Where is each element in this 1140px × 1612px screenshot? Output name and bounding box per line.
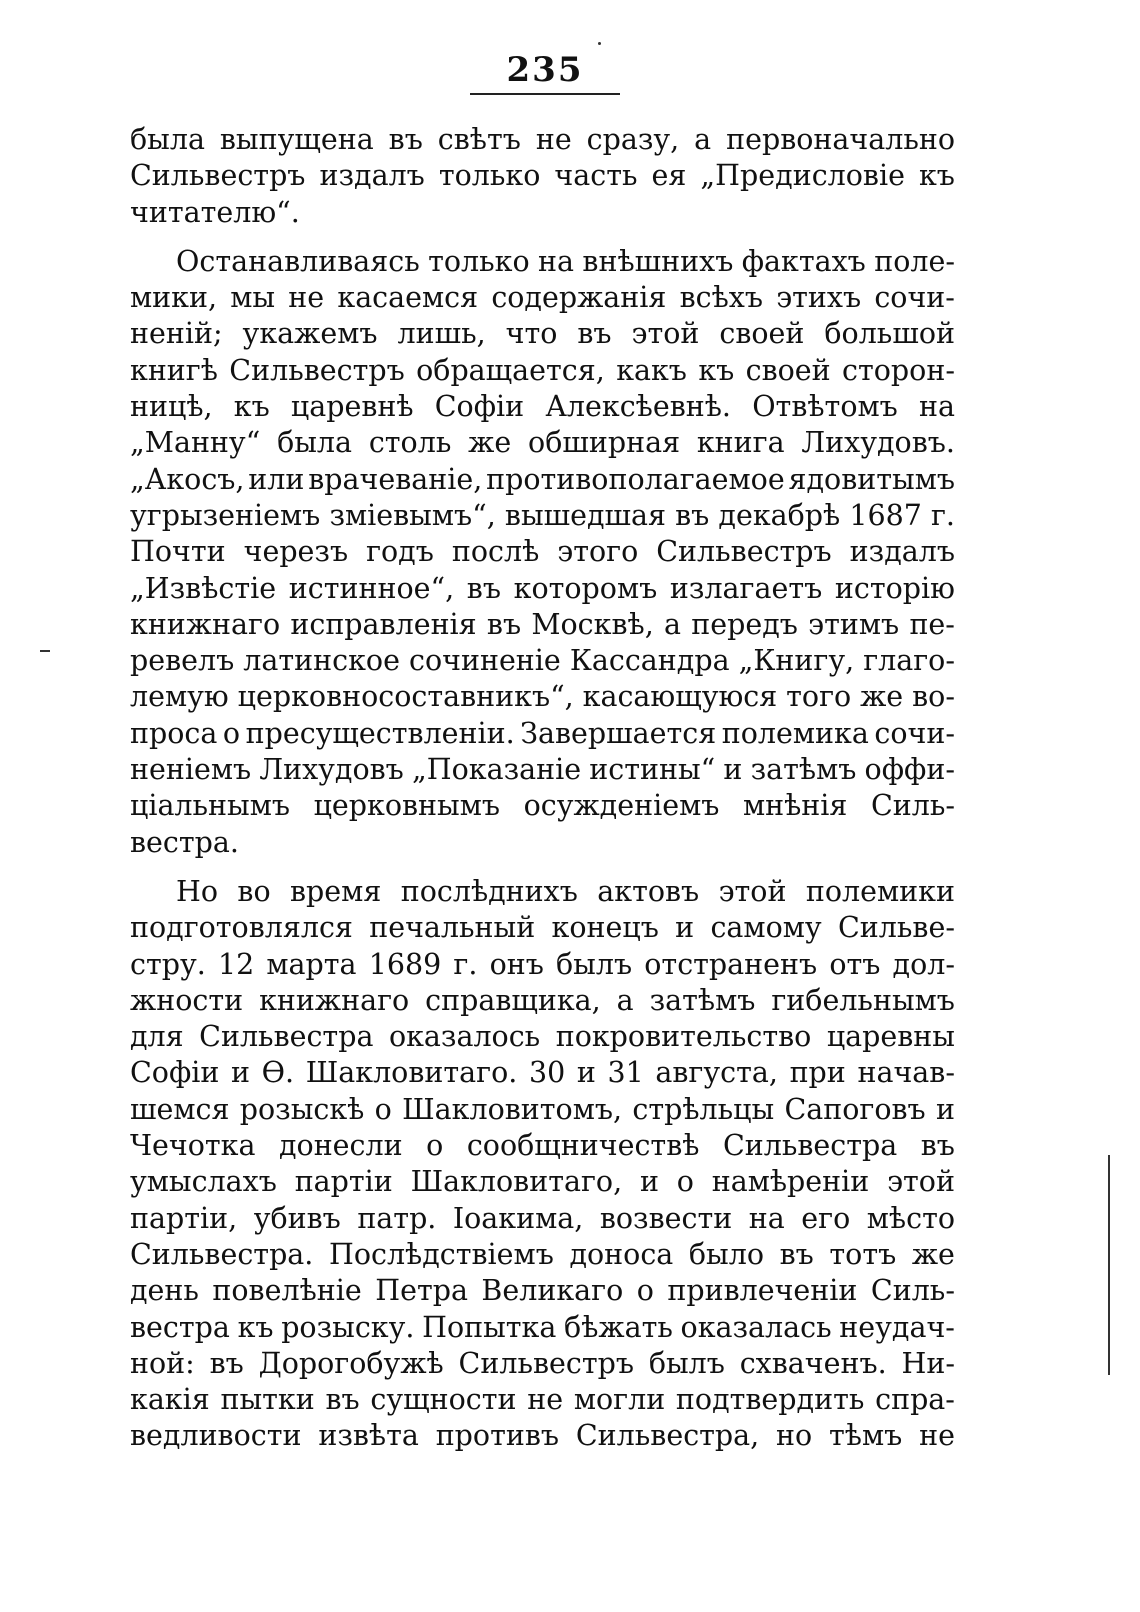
word: бѣжать — [564, 1310, 673, 1344]
text-line — [130, 825, 955, 861]
word: было — [688, 1237, 764, 1271]
word: истины“ — [589, 753, 716, 787]
word: полемика — [721, 716, 869, 750]
word: тотъ — [829, 1237, 897, 1271]
word: Іоакима, — [452, 1201, 584, 1235]
text-line — [130, 1382, 955, 1418]
word: свѣтъ — [437, 123, 521, 156]
word: пресуществленіи. — [245, 716, 515, 750]
word: Дорогобужѣ — [258, 1346, 444, 1380]
word: 31 — [607, 1056, 644, 1090]
word: Ни- — [901, 1346, 955, 1380]
word: и — [935, 1092, 955, 1126]
text-line — [130, 498, 955, 534]
word: книжнаго — [259, 983, 410, 1017]
word: справщика, — [425, 983, 601, 1017]
word: жности — [130, 983, 244, 1017]
word: Останавливаясь — [176, 244, 420, 278]
word: Сильвестръ — [130, 159, 306, 193]
word: Шакловитаго. — [305, 1056, 518, 1090]
word: внѣшнихъ — [582, 244, 734, 278]
word: латинское — [243, 644, 400, 678]
word: въ — [388, 123, 423, 156]
word: книгѣ — [130, 353, 218, 387]
word: сущности — [370, 1383, 517, 1417]
word: Отвѣтомъ — [752, 390, 898, 424]
word: излагаетъ — [669, 571, 823, 605]
word: марта — [266, 947, 357, 981]
text-line — [130, 425, 955, 461]
word: Сильве- — [837, 911, 955, 945]
text-line — [130, 1310, 955, 1346]
word: Сильвестра — [722, 1129, 898, 1163]
word: „Акосъ, — [130, 462, 245, 496]
word: вестра — [130, 1310, 230, 1344]
text-line — [130, 607, 955, 643]
word: неній; — [130, 317, 223, 351]
text-line — [130, 1019, 955, 1055]
word: сторон- — [842, 353, 955, 387]
word: вышедшая — [504, 498, 667, 532]
paragraph — [130, 874, 955, 1455]
word: на — [538, 244, 575, 278]
word: отстраненъ — [644, 947, 818, 981]
word: 1687 — [849, 498, 922, 532]
text-line — [130, 643, 955, 679]
word: а — [694, 123, 712, 156]
word: какъ — [616, 353, 687, 387]
word: лишь, — [397, 317, 486, 351]
word: партіи, — [130, 1201, 238, 1235]
word: что — [505, 317, 558, 351]
word: противъ — [435, 1419, 560, 1453]
text-line — [130, 534, 955, 570]
word: своей — [719, 317, 805, 351]
word: Послѣдствіемъ — [328, 1237, 554, 1271]
word: покровительство — [555, 1020, 812, 1054]
text-line — [130, 752, 955, 788]
word: былъ — [648, 1346, 725, 1380]
word: къ — [698, 353, 735, 387]
word: день — [130, 1274, 199, 1308]
word: партіи — [294, 1165, 393, 1199]
word: подтвердить — [675, 1383, 865, 1417]
text-line — [130, 1092, 955, 1128]
word: въ — [466, 571, 501, 605]
word: осужденіемъ — [523, 789, 720, 823]
word: не — [535, 123, 572, 156]
word: въ — [675, 498, 710, 532]
word: оказалась — [680, 1310, 832, 1344]
word: дол- — [892, 947, 955, 981]
word: царевны — [826, 1020, 955, 1054]
word: Лихудовъ — [259, 753, 404, 787]
word: начав- — [857, 1056, 955, 1090]
word: Силь- — [870, 789, 955, 823]
scan-speck — [598, 42, 601, 45]
word: но — [776, 1419, 813, 1453]
word: Москвѣ, — [531, 607, 654, 641]
word: которомъ — [513, 571, 658, 605]
word: этой — [631, 317, 700, 351]
word: „Манну“ — [130, 426, 261, 460]
word: на — [748, 1201, 785, 1235]
word: Шакловитаго, — [410, 1165, 623, 1199]
word: „Извѣстіе — [130, 571, 277, 605]
word: о — [374, 1092, 392, 1126]
word: этой — [718, 874, 787, 908]
word: Сильвестръ — [458, 1346, 634, 1380]
word: печальный — [369, 911, 536, 945]
word: былъ — [556, 947, 633, 981]
word: стру. — [130, 947, 206, 981]
text-line — [130, 910, 955, 946]
word: не — [527, 1383, 564, 1417]
word: послѣ — [451, 535, 540, 569]
word: Сильвестра. — [130, 1237, 314, 1271]
word: конецъ — [551, 911, 659, 945]
word: и — [675, 911, 695, 945]
text-line — [130, 1055, 955, 1091]
word: гибельнымъ — [771, 983, 955, 1017]
word: столь — [368, 426, 452, 460]
text-line — [130, 1164, 955, 1200]
paragraph — [130, 122, 955, 231]
word: о — [636, 1274, 654, 1308]
word: исторію — [834, 571, 955, 605]
word: розыску. — [281, 1310, 415, 1344]
word: Софіи — [434, 390, 525, 424]
word: лемую — [130, 680, 229, 714]
word: глаго- — [863, 644, 955, 678]
scan-mark-left — [40, 650, 50, 652]
word: намѣреніи — [711, 1165, 870, 1199]
word: патр. — [357, 1201, 437, 1235]
word: полемики — [805, 874, 955, 908]
word: выпущена — [219, 123, 374, 156]
word: время — [290, 874, 382, 908]
word: Шакловитомъ, — [402, 1092, 623, 1126]
word: церковнымъ — [313, 789, 501, 823]
text-line — [130, 1273, 955, 1309]
word: читателю“. — [130, 195, 300, 229]
word: а — [664, 607, 681, 641]
word: Кассандра — [569, 644, 730, 678]
word: Сильвестра, — [575, 1419, 760, 1453]
word: отъ — [829, 947, 881, 981]
word: и — [639, 1165, 659, 1199]
word: августа, — [655, 1056, 778, 1090]
text-line — [130, 462, 955, 498]
word: донесли — [278, 1129, 403, 1163]
scan-edge-line — [1108, 1155, 1110, 1375]
word: исправленія — [290, 607, 477, 641]
word: Силь- — [870, 1274, 955, 1308]
word: противополагаемое — [486, 462, 785, 496]
word: же — [468, 426, 512, 460]
word: схваченъ. — [739, 1346, 887, 1380]
text-line — [130, 316, 955, 352]
word: пе- — [909, 607, 955, 641]
word: фактахъ — [741, 244, 866, 278]
text-line — [130, 679, 955, 715]
word: привлеченіи — [667, 1274, 858, 1308]
text-line — [130, 1201, 955, 1237]
word: Ѳ. — [261, 1056, 295, 1090]
word: или — [248, 462, 305, 496]
word: шемся — [130, 1092, 230, 1126]
word: для — [130, 1020, 184, 1054]
word: о — [676, 1165, 694, 1199]
word: только — [438, 159, 541, 193]
word: „Книгу, — [738, 644, 855, 678]
word: могли — [573, 1383, 666, 1417]
word: доноса — [569, 1237, 674, 1271]
word: въ — [209, 1346, 244, 1380]
text-line — [130, 1128, 955, 1164]
word: 12 — [217, 947, 255, 981]
word: Лихудовъ. — [801, 426, 955, 460]
word: Сильвестръ — [656, 535, 832, 569]
text-line — [130, 122, 955, 158]
word: издалъ — [849, 535, 955, 569]
word: не — [288, 281, 325, 315]
page-number: 235 — [506, 50, 584, 90]
word: касающуюся — [582, 680, 778, 714]
word: Великаго — [481, 1274, 624, 1308]
word: зміевымъ“, — [329, 498, 496, 532]
word: о — [426, 1129, 444, 1163]
word: извѣта — [318, 1419, 419, 1453]
word: къ — [233, 390, 270, 424]
word: угрызеніемъ — [130, 498, 321, 532]
page-number-rule — [470, 93, 620, 95]
word: онъ — [489, 947, 544, 981]
text-line — [130, 1237, 955, 1273]
word: укажемъ — [242, 317, 378, 351]
word: и — [576, 1056, 596, 1090]
word: не — [919, 1419, 955, 1453]
word: подготовлялся — [130, 911, 353, 945]
word: этимъ — [808, 607, 900, 641]
word: Почти — [130, 535, 226, 569]
text-line — [130, 353, 955, 389]
word: же — [911, 1237, 955, 1271]
word: розыскѣ — [239, 1092, 365, 1126]
word: и — [231, 1056, 251, 1090]
word: вестра. — [130, 825, 239, 859]
word: и — [723, 753, 743, 787]
word: въ — [920, 1129, 955, 1163]
word: а — [616, 983, 634, 1017]
word: сочиненіе — [408, 644, 561, 678]
text-line — [130, 389, 955, 425]
word: Попытка — [422, 1310, 557, 1344]
word: Чечотка — [130, 1129, 256, 1163]
word: декабрѣ — [718, 498, 841, 532]
word: часть — [554, 159, 638, 193]
text-line — [130, 874, 955, 910]
word: проса — [130, 716, 218, 750]
word: Сильвестръ — [229, 353, 405, 387]
word: книга — [696, 426, 785, 460]
text-line — [130, 788, 955, 824]
word: г. — [453, 947, 478, 981]
word: въ — [577, 317, 612, 351]
text-line — [130, 280, 955, 316]
word: касаемся — [337, 281, 479, 315]
paragraph — [130, 244, 955, 861]
word: Но — [176, 874, 219, 908]
text-line — [130, 947, 955, 983]
word: истинное“, — [288, 571, 455, 605]
word: мнѣнія — [742, 789, 848, 823]
word: ревелъ — [130, 644, 235, 678]
word: этого — [557, 535, 639, 569]
word: передъ — [691, 607, 798, 641]
word: этой — [887, 1165, 955, 1199]
word: къ — [237, 1310, 274, 1344]
word: первоначально — [726, 123, 955, 156]
word: царевнѣ — [290, 390, 414, 424]
text-line — [130, 244, 955, 280]
word: этихъ — [776, 281, 862, 315]
word: черезъ — [243, 535, 349, 569]
word: Завершается — [520, 716, 717, 750]
word: пытки — [220, 1383, 315, 1417]
word: была — [277, 426, 353, 460]
word: актовъ — [597, 874, 700, 908]
text-line — [130, 1418, 955, 1454]
word: обращается, — [416, 353, 605, 387]
word: самому — [710, 911, 822, 945]
word: своей — [745, 353, 831, 387]
text-line — [130, 716, 955, 752]
word: сочи- — [874, 716, 955, 750]
word: поле- — [874, 244, 955, 278]
text-line — [130, 983, 955, 1019]
word: „Показаніе — [412, 753, 582, 787]
word: оффи- — [864, 753, 955, 787]
word: ной: — [130, 1346, 195, 1380]
word: „Предисловіе — [700, 159, 905, 193]
word: во- — [912, 680, 955, 714]
word: г. — [930, 498, 955, 532]
word: всѣхъ — [679, 281, 763, 315]
word: при — [789, 1056, 846, 1090]
word: о — [222, 716, 241, 750]
word: мики, — [130, 281, 218, 315]
word: мы — [230, 281, 276, 315]
word: послѣднихъ — [400, 874, 578, 908]
word: сообщничествѣ — [466, 1129, 700, 1163]
word: стрѣльцы — [632, 1092, 775, 1126]
word: затѣмъ — [649, 983, 756, 1017]
word: сразу, — [586, 123, 680, 156]
word: на — [918, 390, 955, 424]
word: возвести — [599, 1201, 733, 1235]
word: ея — [651, 159, 687, 193]
word: же — [860, 680, 904, 714]
word: неудач- — [839, 1310, 955, 1344]
word: тѣмъ — [829, 1419, 903, 1453]
text-line — [130, 195, 955, 231]
word: Софіи — [130, 1056, 220, 1090]
word: ницѣ, — [130, 390, 213, 424]
word: повелѣніе — [212, 1274, 362, 1308]
word: книжнаго — [130, 607, 281, 641]
text-line — [130, 158, 955, 194]
word: оказалось — [388, 1020, 541, 1054]
word: Сильвестра — [199, 1020, 374, 1054]
word: годъ — [366, 535, 434, 569]
word: ціальнымъ — [130, 789, 291, 823]
word: его — [801, 1201, 851, 1235]
word: Алексѣевнѣ. — [545, 390, 731, 424]
word: мѣсто — [866, 1201, 955, 1235]
word: какія — [130, 1383, 210, 1417]
word: убивъ — [253, 1201, 341, 1235]
word: сочи- — [874, 281, 955, 315]
word: врачеваніе, — [308, 462, 483, 496]
word: Сапоговъ — [784, 1092, 926, 1126]
word: въ — [486, 607, 522, 641]
word: того — [786, 680, 852, 714]
text-line — [130, 571, 955, 607]
word: Петра — [375, 1274, 468, 1308]
body-text — [130, 122, 955, 1455]
word: 30 — [528, 1056, 566, 1090]
word: большой — [824, 317, 955, 351]
word: была — [130, 123, 205, 156]
word: затѣмъ — [750, 753, 857, 787]
word: неніемъ — [130, 753, 252, 787]
word: во — [237, 874, 271, 908]
word: издалъ — [319, 159, 425, 193]
text-line — [130, 1346, 955, 1382]
word: ведливости — [130, 1419, 302, 1453]
word: въ — [325, 1383, 360, 1417]
word: обширная — [528, 426, 681, 460]
word: спра- — [875, 1383, 955, 1417]
word: умыслахъ — [130, 1165, 277, 1199]
word: къ — [918, 159, 955, 193]
word: только — [428, 244, 530, 278]
word: ядовитымъ — [788, 462, 955, 496]
word: церковносоставникъ“, — [237, 680, 574, 714]
word: 1689 — [368, 947, 442, 981]
word: въ — [779, 1237, 814, 1271]
word: содержанія — [491, 281, 667, 315]
